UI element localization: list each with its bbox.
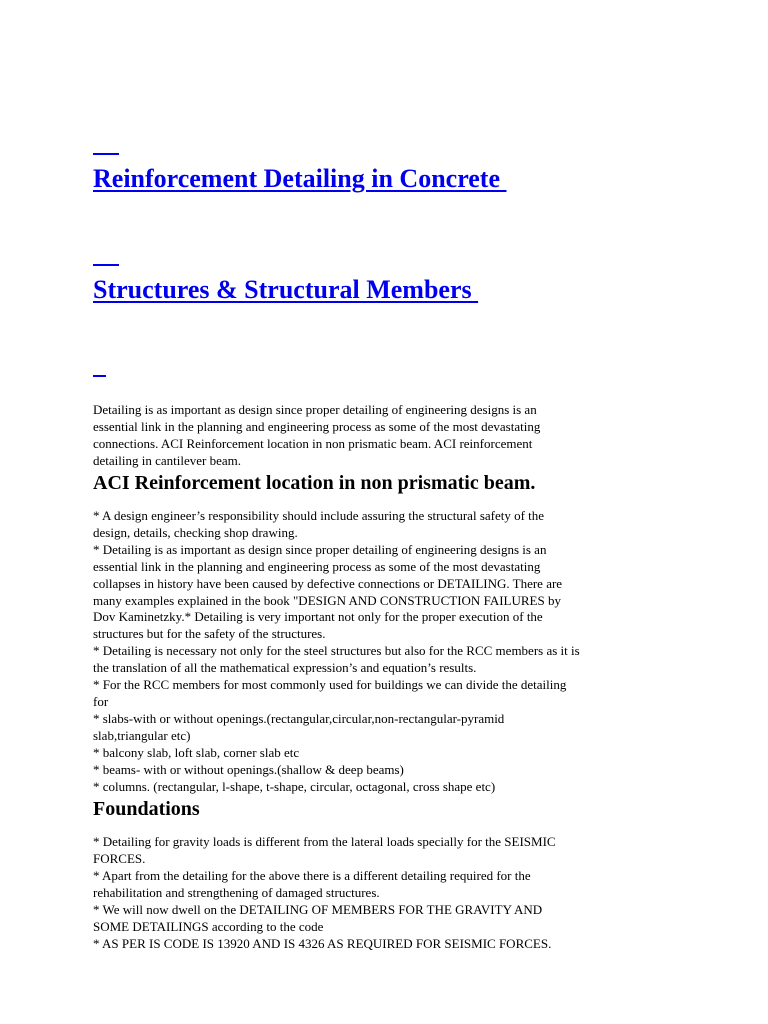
page-title-line-1[interactable]: Reinforcement Detailing in Concrete bbox=[93, 164, 507, 193]
body-line: * Apart from the detailing for the above there is a different detailing required for the bbox=[93, 868, 531, 884]
body-line: * slabs-with or without openings.(rectangular,circular,non-rectangular-pyramid bbox=[93, 710, 505, 726]
body-line: * We will now dwell on the DETAILING OF MEMBERS FOR THE GRAVITY AND bbox=[93, 902, 543, 918]
body-line: * Detailing for gravity loads is different from the lateral loads specially for the SEISMIC bbox=[93, 834, 556, 850]
body-line: * A design engineer’s responsibility should include assuring the structural safety of the bbox=[93, 508, 545, 523]
page-title-line-2[interactable]: Structures & Structural Members bbox=[93, 275, 479, 304]
section-heading-aci: ACI Reinforcement location in non prismatic beam. bbox=[93, 472, 536, 494]
section-foundations-body bbox=[93, 834, 693, 952]
body-line: rehabilitation and strengthening of damaged structures. bbox=[93, 885, 380, 901]
document-page bbox=[93, 86, 693, 953]
body-line: SOME DETAILINGS according to the code bbox=[93, 918, 324, 934]
body-line: structures but for the safety of the structures. bbox=[93, 626, 326, 642]
intro-line: detailing in cantilever beam. bbox=[93, 453, 241, 468]
body-line: * For the RCC members for most commonly used for buildings we can divide the detailing bbox=[93, 677, 567, 693]
body-line: FORCES. bbox=[93, 851, 146, 867]
intro-paragraph bbox=[93, 401, 693, 469]
body-line: the translation of all the mathematical expression’s and equation’s results. bbox=[93, 660, 477, 676]
intro-line: essential link in the planning and engineering process as some of the most devastating bbox=[93, 419, 541, 434]
body-line: essential link in the planning and engineering process as some of the most devastating bbox=[93, 558, 541, 574]
body-line: collapses in history have been caused by defective connections or DETAILING. There are bbox=[93, 575, 563, 591]
body-line: * balcony slab, loft slab, corner slab etc bbox=[93, 744, 300, 760]
body-line: * Detailing is necessary not only for the steel structures but also for the RCC members as it is bbox=[93, 643, 580, 659]
page-title-link[interactable] bbox=[93, 86, 693, 382]
body-line: design, details, checking shop drawing. bbox=[93, 524, 298, 540]
body-line: Dov Kaminetzky.* Detailing is very important not only for the proper execution of the bbox=[93, 609, 543, 625]
body-line: * Detailing is as important as design since proper detailing of engineering designs is an bbox=[93, 541, 547, 557]
body-line: * AS PER IS CODE IS 13920 AND IS 4326 AS REQUIRED FOR SEISMIC FORCES. bbox=[93, 935, 552, 951]
body-line: slab,triangular etc) bbox=[93, 727, 191, 743]
body-line: for bbox=[93, 693, 109, 709]
section-aci-body bbox=[93, 508, 693, 795]
body-line: * columns. (rectangular, l-shape, t-shape, circular, octagonal, cross shape etc) bbox=[93, 778, 496, 794]
intro-line: Detailing is as important as design since proper detailing of engineering designs is an bbox=[93, 402, 537, 417]
body-line: many examples explained in the book "DESIGN AND CONSTRUCTION FAILURES by bbox=[93, 592, 561, 608]
section-heading-foundations: Foundations bbox=[93, 798, 200, 821]
intro-line: connections. ACI Reinforcement location in non prismatic beam. ACI reinforcement bbox=[93, 436, 533, 451]
body-line: * beams- with or without openings.(shallow & deep beams) bbox=[93, 761, 404, 777]
